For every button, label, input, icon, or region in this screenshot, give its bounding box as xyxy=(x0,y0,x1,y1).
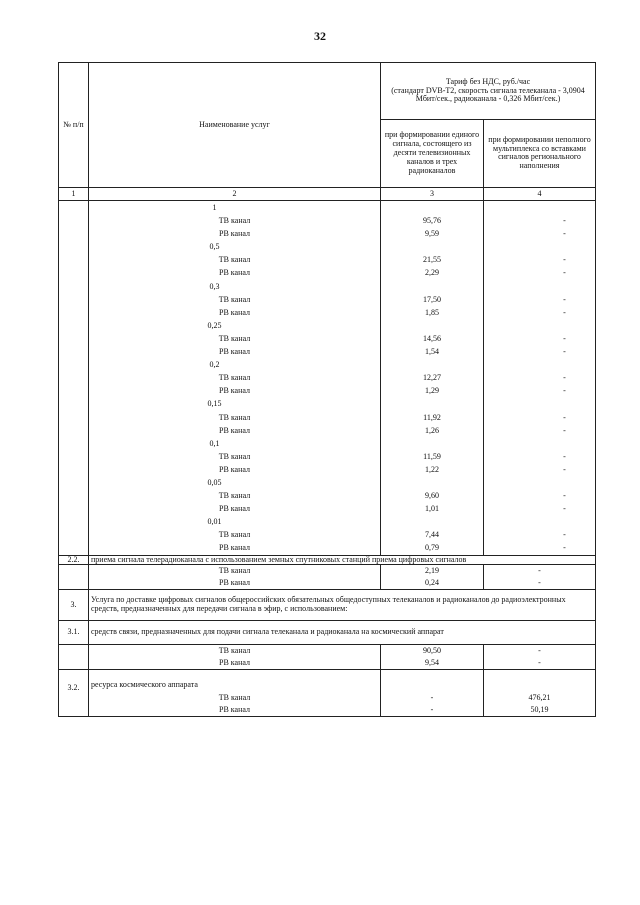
column-number-2: 2 xyxy=(89,188,381,201)
level-spacer xyxy=(383,240,481,253)
levels-num-cell xyxy=(59,201,89,556)
section-3-2-rv-value: - xyxy=(430,704,434,714)
level-spacer xyxy=(486,240,593,253)
rv-col4-value: - xyxy=(563,425,566,435)
level-label: 0,05 xyxy=(207,477,222,487)
section-3-2-row xyxy=(59,669,596,716)
tv-value: 95,76 xyxy=(423,216,441,226)
column-number-4: 4 xyxy=(484,188,596,201)
rv-label: РВ канал xyxy=(219,578,250,588)
level-spacer xyxy=(383,201,481,214)
level-spacer xyxy=(383,476,481,489)
header-tariff-subtitle: (стандарт DVB-T2, скорость сигнала телеканала - 3,0904 Мбит/сек., радиоканала - 0,326 Мбит/сек.) xyxy=(391,85,585,104)
section-2-2-values-num xyxy=(59,565,89,590)
section-3-1-tv-col4: - xyxy=(538,645,541,655)
section-3-1-rv-value: 9,54 xyxy=(425,657,439,667)
section-3-2-col4 xyxy=(484,669,596,716)
tv-value: 9,60 xyxy=(425,491,439,501)
level-spacer xyxy=(486,280,593,293)
tv-col4-value: - xyxy=(563,255,566,265)
level-label: 0,15 xyxy=(207,399,222,409)
section-3-1-row xyxy=(59,620,596,644)
header-col4: при формировании неполного мультиплекса со вставками сигналов регионального наполнения xyxy=(484,119,596,187)
section-2-2-labels xyxy=(89,565,381,590)
rv-value: 0,79 xyxy=(425,543,439,553)
section-3-1-text: средств связи, предназначенных для подачи сигнала телеканала и радиоканала на космический аппарат xyxy=(89,620,596,644)
rv-label: РВ канал xyxy=(219,268,250,278)
level-label: 1 xyxy=(212,203,217,212)
rv-col4-value: - xyxy=(563,229,566,239)
section-2-2-col3 xyxy=(381,565,484,590)
section-3-2-content xyxy=(89,669,381,716)
level-spacer xyxy=(383,319,481,332)
section-3-1-num: 3.1. xyxy=(59,620,89,644)
section-3-2-labels xyxy=(91,692,378,716)
header-tariff xyxy=(381,63,596,120)
rv-label: РВ канал xyxy=(219,543,250,553)
level-spacer xyxy=(486,319,593,332)
levels-col4-cell xyxy=(484,201,596,556)
section-3-1-labels xyxy=(89,644,381,669)
header-row-top xyxy=(59,63,596,120)
tv-label: ТВ канал xyxy=(218,216,251,226)
tv-col4-value: - xyxy=(563,333,566,343)
section-3-2-num: 3.2. xyxy=(59,669,89,716)
tv-col4-value: - xyxy=(563,412,566,422)
section-3-2-tv-col4: 476,21 xyxy=(528,692,551,702)
levels-col4-values xyxy=(486,201,593,555)
level-spacer xyxy=(383,397,481,410)
tv-label: ТВ канал xyxy=(218,491,251,501)
level-spacer xyxy=(383,358,481,371)
column-number-1: 1 xyxy=(59,188,89,201)
section-2-2-text: приема сигнала телерадиоканала с использованием земных спутниковых станций приема цифровых сигналов xyxy=(89,555,596,565)
rv-label: РВ канал xyxy=(219,386,250,396)
section-3-row xyxy=(59,590,596,621)
section-3-2-tv-value: - xyxy=(430,692,434,702)
tv-label: ТВ канал xyxy=(218,530,251,540)
level-label: 0,5 xyxy=(209,242,220,252)
rv-label: РВ канал xyxy=(219,425,250,435)
rv-col4-value: - xyxy=(563,464,566,474)
tv-value: 14,56 xyxy=(423,333,441,343)
rv-col4-value: - xyxy=(563,504,566,514)
level-spacer xyxy=(383,515,481,528)
tv-col4-value: - xyxy=(563,491,566,501)
level-spacer xyxy=(486,201,593,214)
header-col-name: Наименование услуг xyxy=(89,63,381,188)
tv-col4-value: - xyxy=(563,451,566,461)
section-3-1-col3 xyxy=(381,644,484,669)
section-2-2-col4 xyxy=(484,565,596,590)
rv-value: 2,29 xyxy=(425,268,439,278)
rv-col4-value: - xyxy=(563,307,566,317)
header-tariff-title: Тариф без НДС, руб./час xyxy=(445,76,531,86)
rv-col4-value: - xyxy=(563,347,566,357)
tv-col4-value: - xyxy=(563,216,566,226)
levels-name-cell xyxy=(89,201,381,556)
section-3-1-tv-value: 90,50 xyxy=(423,645,441,655)
tv-col4-value: - xyxy=(563,530,566,540)
tv-label: ТВ канал xyxy=(218,451,251,461)
section-3-num: 3. xyxy=(59,590,89,621)
rv-label: РВ канал xyxy=(219,657,250,667)
section-2-2-tv-col4: - xyxy=(538,566,541,576)
tv-value: 7,44 xyxy=(425,530,439,540)
level-label: 0,3 xyxy=(209,281,220,291)
section-2-2-num: 2.2. xyxy=(59,555,89,565)
levels-col3-cell xyxy=(381,201,484,556)
levels-names xyxy=(91,201,378,555)
header-col-num: № п/п xyxy=(59,63,89,188)
rv-value: 1,22 xyxy=(425,464,439,474)
tv-label: ТВ канал xyxy=(218,255,251,265)
section-3-2-text: ресурса космического аппарата xyxy=(91,679,198,689)
levels-row xyxy=(59,201,596,556)
level-spacer xyxy=(383,437,481,450)
section-3-1-rv-col4: - xyxy=(538,657,541,667)
levels-col3-values xyxy=(383,201,481,555)
rv-value: 1,29 xyxy=(425,386,439,396)
level-label: 0,25 xyxy=(207,320,222,330)
rv-col4-value: - xyxy=(563,386,566,396)
tv-col4-value: - xyxy=(563,373,566,383)
rv-col4-value: - xyxy=(563,543,566,553)
level-label: 0,2 xyxy=(209,360,220,370)
rv-value: 1,01 xyxy=(425,504,439,514)
rv-label: РВ канал xyxy=(219,464,250,474)
tv-col4-value: - xyxy=(563,294,566,304)
rv-label: РВ канал xyxy=(219,347,250,357)
page-number: 32 xyxy=(314,29,326,43)
level-spacer xyxy=(486,476,593,489)
tv-label: ТВ канал xyxy=(218,333,251,343)
column-number-3: 3 xyxy=(381,188,484,201)
tv-value: 17,50 xyxy=(423,294,441,304)
section-3-text: Услуга по доставке цифровых сигналов общероссийских обязательных общедоступных телеканалов и радиоканалов до радиоэлектронных средств, предназначенных для передачи сигнала в эфир, с использованием: xyxy=(89,590,596,621)
level-spacer xyxy=(486,437,593,450)
level-spacer xyxy=(383,280,481,293)
level-label: 0,1 xyxy=(209,438,220,448)
section-3-2-col3 xyxy=(381,669,484,716)
level-spacer xyxy=(486,397,593,410)
rv-value: 9,59 xyxy=(425,229,439,239)
rv-col4-value: - xyxy=(563,268,566,278)
section-2-2-tv-value: 2,19 xyxy=(425,566,439,576)
tariff-table xyxy=(58,62,596,717)
section-2-2-values-row xyxy=(59,565,596,590)
tv-label: ТВ канал xyxy=(218,294,251,304)
column-number-row xyxy=(59,188,596,201)
section-3-2-rv-col4: 50,19 xyxy=(530,704,549,714)
level-spacer xyxy=(486,358,593,371)
rv-label: РВ канал xyxy=(219,307,250,317)
level-label: 0,01 xyxy=(207,517,222,527)
rv-label: РВ канал xyxy=(219,504,250,514)
rv-value: 1,26 xyxy=(425,425,439,435)
tv-value: 21,55 xyxy=(423,255,441,265)
tv-label: ТВ канал xyxy=(218,692,251,702)
section-2-2-rv-value: 0,24 xyxy=(425,578,439,588)
tv-label: ТВ канал xyxy=(218,373,251,383)
tv-value: 12,27 xyxy=(423,373,441,383)
tv-label: ТВ канал xyxy=(218,566,251,576)
tv-label: ТВ канал xyxy=(218,645,251,655)
rv-value: 1,54 xyxy=(425,347,439,357)
tv-value: 11,59 xyxy=(423,451,441,461)
tv-label: ТВ канал xyxy=(218,412,251,422)
section-3-1-values-row xyxy=(59,644,596,669)
rv-value: 1,85 xyxy=(425,307,439,317)
section-2-2-rv-col4: - xyxy=(538,578,541,588)
section-2-2-row xyxy=(59,555,596,565)
section-3-1-values-num xyxy=(59,644,89,669)
tv-value: 11,92 xyxy=(423,412,441,422)
section-3-1-col4 xyxy=(484,644,596,669)
rv-label: РВ канал xyxy=(219,704,250,714)
level-spacer xyxy=(486,515,593,528)
header-col3: при формировании единого сигнала, состоящего из десяти телевизионных каналов и трех радиоканалов xyxy=(381,119,484,187)
rv-label: РВ канал xyxy=(219,229,250,239)
